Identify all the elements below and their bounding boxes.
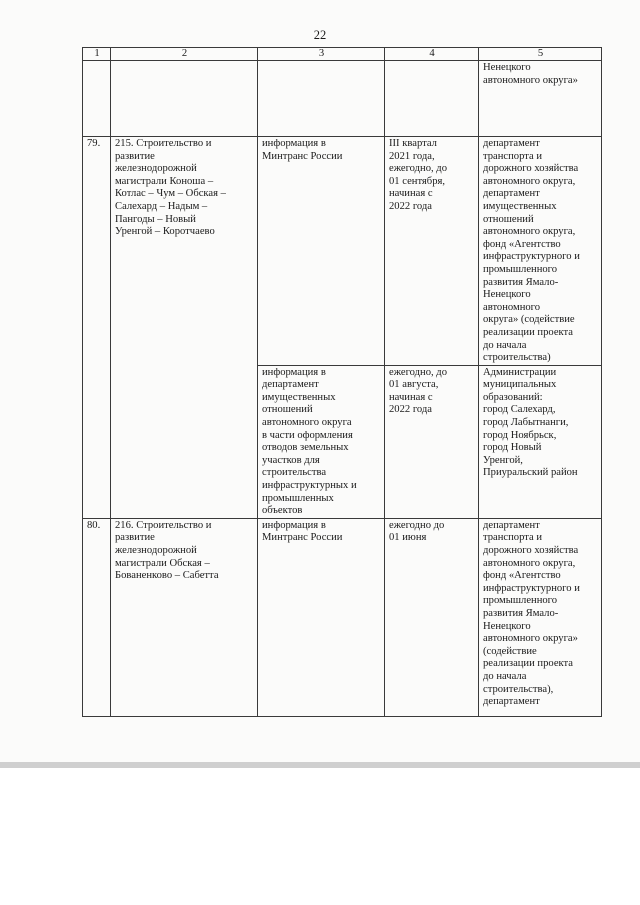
column-header: 1 <box>83 48 111 61</box>
column-header: 3 <box>258 48 385 61</box>
measures-table <box>82 47 602 717</box>
blank-margin <box>0 774 640 905</box>
deadline-cell: ежегодно до 01 июня <box>385 518 479 716</box>
deadline-cell: III квартал 2021 года, ежегодно, до 01 сентября, начиная с 2022 года <box>385 137 479 366</box>
column-header: 2 <box>111 48 258 61</box>
column-header: 5 <box>479 48 602 61</box>
column-header: 4 <box>385 48 479 61</box>
responsible-cell: департамент транспорта и дорожного хозяйства автономного округа, департамент имущественных отношений автономного округа, фонд «Агентство инфраструктурного и промышленного развития Ямало- Ненецкого автономного округа» (содействие реализации проекта до начала строительства) <box>479 137 602 366</box>
page-number: 22 <box>313 28 327 42</box>
deadline-cell: ежегодно, до 01 августа, начиная с 2022 года <box>385 365 479 518</box>
table-header-row <box>83 48 602 61</box>
responsible-cell: Администрации муниципальных образований: город Салехард, город Лабытнанги, город Ноябрьск, город Новый Уренгой, Приуральский район <box>479 365 602 518</box>
table-row <box>83 61 602 137</box>
row-number: 79. <box>83 137 111 519</box>
table-row <box>83 137 602 366</box>
responsible-cell: Ненецкого автономного округа» <box>479 61 602 137</box>
table-row <box>83 518 602 716</box>
measure-title: 215. Строительство и развитие железнодорожной магистрали Коноша – Котлас – Чум – Обская – Салехард – Надым – Пангоды – Новый Уренгой – Коротчаево <box>111 137 258 519</box>
measure-title: 216. Строительство и развитие железнодорожной магистрали Обская – Бованенково – Сабетта <box>111 518 258 716</box>
row-number: 80. <box>83 518 111 716</box>
info-cell: информация в департамент имущественных отношений автономного округа в части оформления отводов земельных участков для строительства инфраструктурных и промышленных объектов <box>258 365 385 518</box>
info-cell: информация в Минтранс России <box>258 137 385 366</box>
responsible-cell: департамент транспорта и дорожного хозяйства автономного округа, фонд «Агентство инфраструктурного и промышленного развития Ямало- Ненецкого автономного округа» (содействие реализации проекта до начала строительства), департамент <box>479 518 602 716</box>
info-cell: информация в Минтранс России <box>258 518 385 716</box>
